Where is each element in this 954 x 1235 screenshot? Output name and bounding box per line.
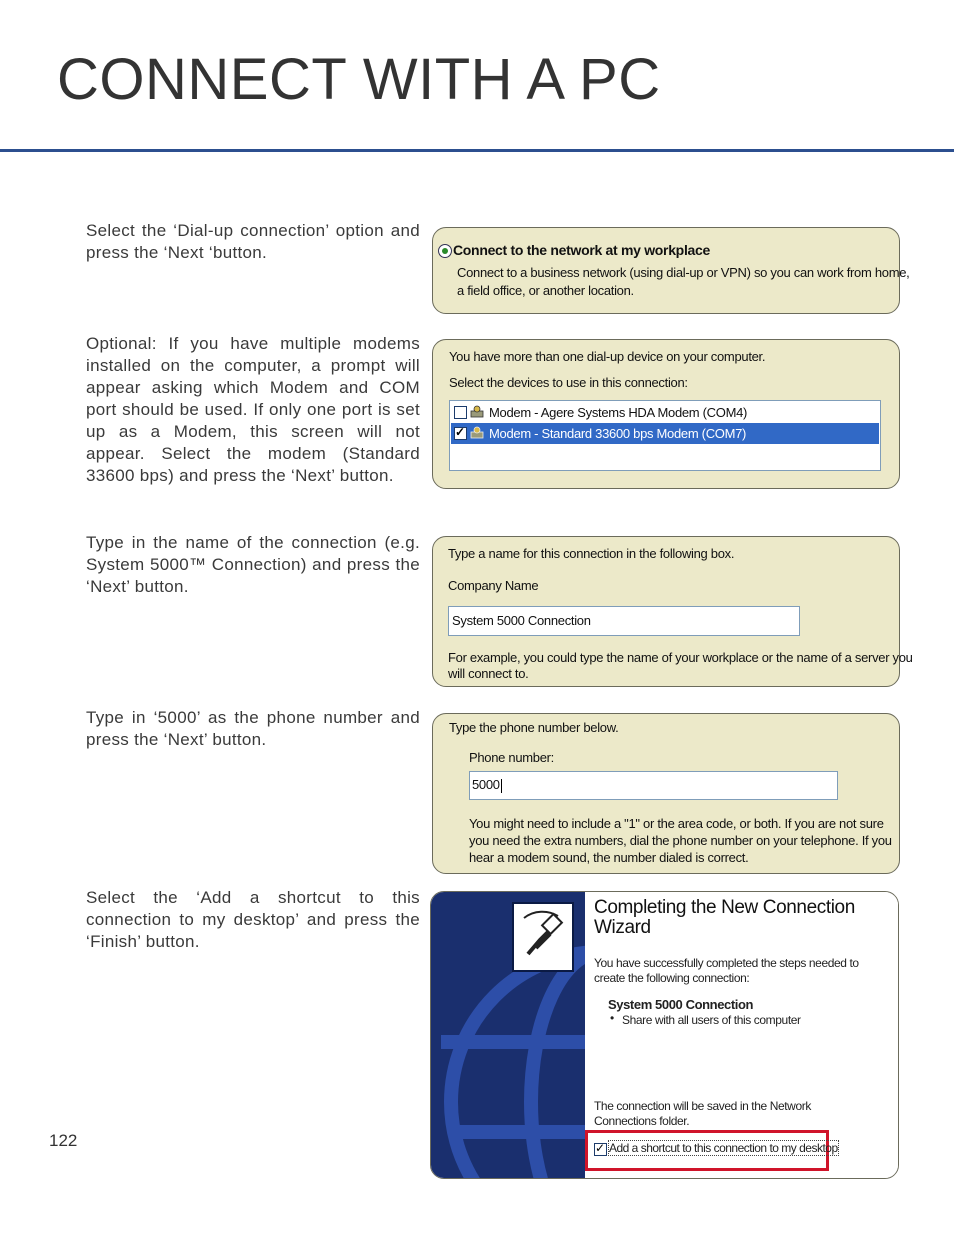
- wizard-saved-line1: The connection will be saved in the Network: [594, 1099, 811, 1113]
- workplace-description-line1: Connect to a business network (using dial-up or VPN) so you can work from home,: [457, 265, 910, 280]
- add-shortcut-label[interactable]: Add a shortcut to this connection to my desktop: [609, 1141, 838, 1155]
- device-list-item[interactable]: [451, 402, 879, 423]
- modem-icon: [470, 405, 484, 419]
- wizard-content: [585, 892, 898, 1178]
- device-listbox[interactable]: [449, 400, 881, 471]
- step-4-text: Type in ‘5000’ as the phone number and press the ‘Next’ button.: [86, 708, 420, 749]
- device-label: Modem - Agere Systems HDA Modem (COM4): [489, 405, 748, 420]
- modem-icon: [470, 426, 484, 440]
- device-select-screenshot: [432, 339, 900, 489]
- connection-wizard-icon: [512, 902, 574, 972]
- network-cable-icon: [514, 904, 572, 970]
- wizard-share-option: Share with all users of this computer: [622, 1013, 801, 1027]
- wizard-heading-line2: Wizard: [594, 917, 651, 938]
- phone-number-screenshot: [432, 713, 900, 874]
- add-shortcut-checkbox[interactable]: [594, 1143, 607, 1156]
- phone-hint-line3: hear a modem sound, the number dialed is correct.: [469, 850, 749, 865]
- workplace-option-title: Connect to the network at my workplace: [453, 242, 710, 258]
- device-checkbox-checked[interactable]: [454, 427, 467, 440]
- wizard-saved-line2: Connections folder.: [594, 1114, 690, 1128]
- name-hint-line2: will connect to.: [448, 666, 529, 681]
- device-list-item-selected[interactable]: [451, 423, 879, 444]
- workplace-option-screenshot: [432, 227, 910, 314]
- phone-intro: Type the phone number below.: [449, 720, 619, 735]
- company-name-label: Company Name: [448, 578, 539, 593]
- phone-hint-line1: You might need to include a "1" or the area code, or both. If you are not sure: [469, 816, 884, 831]
- step-3-text: Type in the name of the connection (e.g. System 5000™ Connection) and press the ‘Next’ button.: [86, 533, 420, 596]
- step-5-text: Select the ‘Add a shortcut to this connection to my desktop’ and press the ‘Finish’ button.: [86, 888, 420, 951]
- step-2-text: Optional: If you have multiple modems installed on the computer, a prompt will appear asking which Modem and COM port should be used. If only one port is set up as a Modem, this screen will not appear. Select the modem (Standard 33600 bps) and press the ‘Next’ button.: [86, 334, 420, 485]
- phone-number-label: Phone number:: [469, 750, 554, 765]
- name-hint-line1: For example, you could type the name of your workplace or the name of a server you: [448, 650, 913, 665]
- page-number: 122: [49, 1131, 78, 1150]
- phone-number-value: 5000: [472, 777, 500, 792]
- title-divider: [0, 149, 954, 152]
- wizard-heading-line1: Completing the New Connection: [594, 897, 855, 918]
- text-caret: [501, 779, 502, 793]
- phone-hint-line2: you need the extra numbers, dial the phone number on your telephone. If you: [469, 833, 892, 848]
- page-title: CONNECT WITH A PC: [57, 47, 661, 112]
- completing-wizard-screenshot: [430, 891, 899, 1179]
- phone-number-input[interactable]: [469, 771, 838, 800]
- wizard-sidebar: [431, 892, 585, 1178]
- workplace-description-line2: a field office, or another location.: [457, 283, 634, 298]
- wizard-connection-name: System 5000 Connection: [608, 997, 754, 1012]
- name-intro: Type a name for this connection in the following box.: [448, 546, 735, 561]
- wizard-summary-line1: You have successfully completed the steps needed to: [594, 956, 859, 970]
- bullet-dot: •: [610, 1011, 615, 1025]
- device-checkbox[interactable]: [454, 406, 467, 419]
- company-name-input[interactable]: [448, 606, 800, 636]
- devices-intro: You have more than one dial-up device on your computer.: [449, 349, 766, 364]
- device-label: Modem - Standard 33600 bps Modem (COM7): [489, 426, 747, 441]
- step-1-text: Select the ‘Dial-up connection’ option and press the ‘Next ‘button.: [86, 221, 420, 262]
- workplace-radio-button[interactable]: [438, 244, 452, 258]
- wizard-summary-line2: create the following connection:: [594, 971, 750, 985]
- company-name-value: System 5000 Connection: [452, 613, 591, 628]
- connection-name-screenshot: [432, 536, 913, 687]
- devices-select-label: Select the devices to use in this connection:: [449, 375, 688, 390]
